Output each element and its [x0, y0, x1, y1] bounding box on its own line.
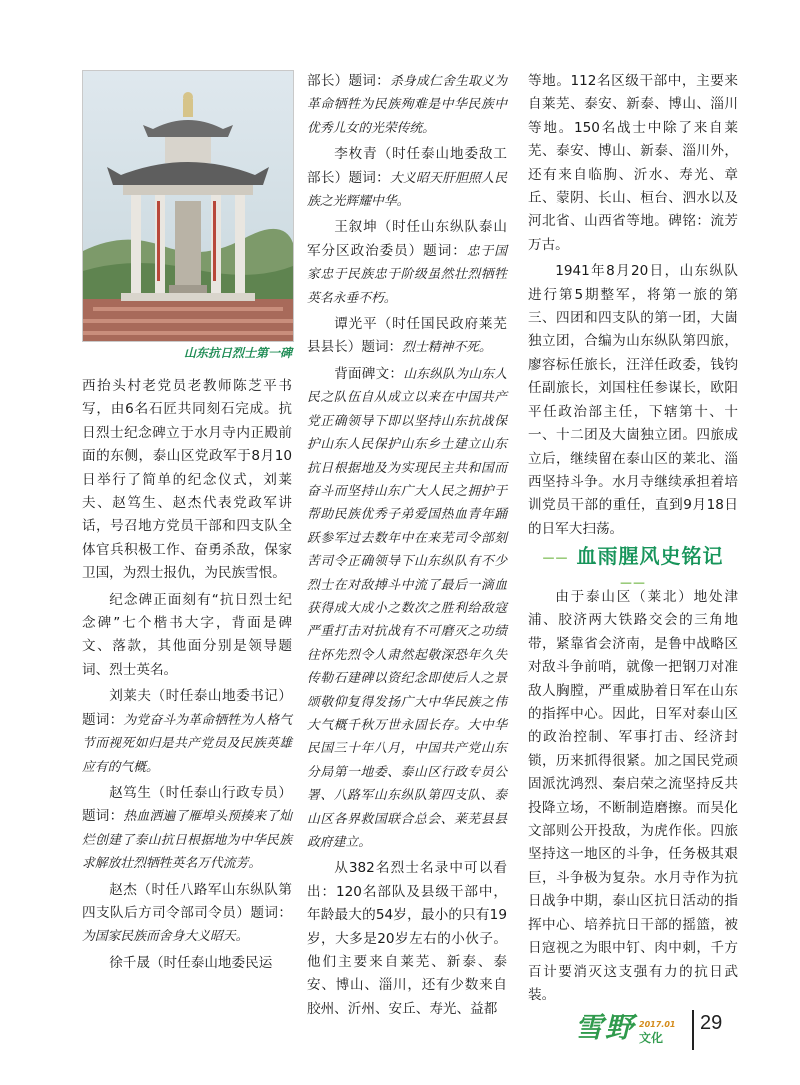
paragraph: 由于泰山区（莱北）地处津浦、胶济两大铁路交会的三角地带，紧靠省会济南，是鲁中战略区对敌斗争前哨，就像一把钢刀对准敌人胸膛，严重威胁着日军在山东的指挥中心。因此，日军对泰山区的政治控制、军事打击、经济封锁，历来抓得很紧。加之国民党顽固派沈鸿烈、秦启荣之流坚持反共投降立场，不断制造磨擦。而吴化文部则公开投敌，为虎作伥。四旅坚持这一地区的斗争，任务极其艰巨，斗争极为复杂。水月寺作为抗日战争中期，泰山区抗日活动的指挥中心、培养抗日干部的摇篮，被日寇视之为眼中钉、肉中刺，千方百计要消灭这支强有力的抗日武装。 — [528, 589, 738, 1003]
paragraph: 刘莱夫（时任泰山地委书记）题词：为党奋斗为革命牺牲为人格气节而视死如归是共产党员及民族英雄应有的气概。 — [82, 688, 293, 775]
heading-ornament-right: —— — [620, 575, 646, 590]
paragraph: 赵杰（时任八路军山东纵队第四支队后方司令部司令员）题词：为国家民族而舍身大义昭天。 — [82, 881, 292, 945]
paragraph: 部长）题词：杀身成仁舍生取义为革命牺牲为民族殉难是中华民族中优秀儿女的光荣传统。 — [307, 73, 508, 136]
column-1 — [82, 375, 292, 978]
paragraph: 等地。112名区级干部中，主要来自莱芜、泰安、新泰、博山、淄川等地。150名战士中除了来自莱芜、泰安、博山、新泰、淄川外，还有来自临朐、沂水、寿光、章丘、蒙阴、长山、桓台、泗水以及河北省、山西省等地。碑铭：流芳万古。 — [528, 73, 738, 253]
column-2 — [307, 70, 507, 1024]
pavilion-illustration — [83, 71, 293, 341]
column-3 — [528, 70, 738, 544]
paragraph: 王叙坤（时任山东纵队泰山军分区政治委员）题词：忠于国家忠于民族忠于阶级虽然壮烈牺牲英名永垂不朽。 — [307, 219, 508, 306]
logo-subtitle: 文化 — [639, 1031, 664, 1045]
paragraph: 西抬头村老党员老教师陈芝平书写，由6名石匠共同刻石完成。抗日烈士纪念碑立于水月寺内正殿前面的东侧，泰山区党政军于8月10日举行了简单的纪念仪式，刘莱夫、赵笃生、赵杰代表党政军讲话，号召地方党员干部和四支队全体官兵积极工作、奋勇杀敌，保家卫国，为烈士报仇，为民族雪恨。 — [82, 378, 292, 582]
photo-caption: 山东抗日烈士第一碑 — [183, 346, 292, 360]
paragraph: 1941年8月20日，山东纵队进行第5期整军，将第一旅的第三、四团和四支队的第一团，大崮独立团，合编为山东纵队第四旅，廖容标任旅长，汪洋任政委，钱钧任副旅长，刘国柱任参谋长，欧阳平任政治部主任，下辖第十、十一、十二团及大崮独立团。四旅成立后，继续留在泰山区的莱北、淄西坚持斗争。水月寺继续承担着培训党员干部的重任，直到9月18日的日军大扫荡。 — [528, 263, 738, 537]
memorial-photo — [82, 70, 294, 342]
paragraph: 从382名烈士名录中可以看出：120名部队及县级干部中，年龄最大的54岁，最小的只有19岁，大多是20岁左右的小伙子。他们主要来自莱芜、新泰、泰安、博山、淄川，还有少数来自胶州、沂州、安丘、寿光、益都 — [307, 860, 507, 1017]
section-heading-text: 血雨腥风史铭记 — [576, 544, 724, 568]
footer-divider — [692, 1010, 694, 1050]
issue-number: 2017.01 — [639, 1020, 676, 1029]
logo-side — [639, 1020, 675, 1046]
page-number: 29 — [700, 1012, 723, 1034]
paragraph: 徐千晟（时任泰山地委民运 — [109, 954, 273, 971]
magazine-logo — [575, 1006, 675, 1046]
paragraph: 谭光平（时任国民政府莱芜县县长）题词：烈士精神不死。 — [307, 316, 507, 356]
paragraph: 李枚青（时任泰山地委敌工部长）题词：大义昭天肝胆照人民族之光辉耀中华。 — [307, 146, 508, 210]
column-3-section — [528, 586, 738, 1010]
logo-text: 雪野 — [575, 1011, 636, 1044]
paragraph: 赵笃生（时任泰山行政专员）题词：热血洒遍了雁埠头预揍来了灿烂创建了泰山抗日根据地为中华民族求解放壮烈牺牲英名万代流芳。 — [82, 784, 293, 872]
paragraph: 纪念碑正面刻有“抗日烈士纪念碑”七个楷书大字，背面是碑文、落款，其他面分别是领导题词、烈士英名。 — [82, 591, 292, 678]
paragraph: 背面碑文：山东纵队为山东人民之队伍自从成立以来在中国共产党正确领导下即以坚持山东抗战保护山东人民保护山东乡土建立山东抗日根据地及为实现民主共和国而奋斗而坚持山东广大人民之拥护于帮助民族优秀子弟爱国热血青年踊跃参军过去数年中在来芜司令部刻苦司令正确领导下山东纵队有不少烈士在对敌搏斗中流了最后一滴血获得成大成小之数次之胜利给敌寇严重打击对抗战有不可磨灭之功绩往怀先烈令人肃然起敬深恐年久失传勒石建碑以资纪念即使后人之景颂敬仰复得发扬广大中华民族之伟大气概千秋万世永固长存。大中华民国三十年八月，中国共产党山东分局第一地委、泰山区行政专员公署、八路军山东纵队第四支队、泰山区各界救国联合总会、莱芜县县政府建立。 — [307, 365, 508, 850]
heading-ornament-left: —— — [542, 550, 569, 565]
